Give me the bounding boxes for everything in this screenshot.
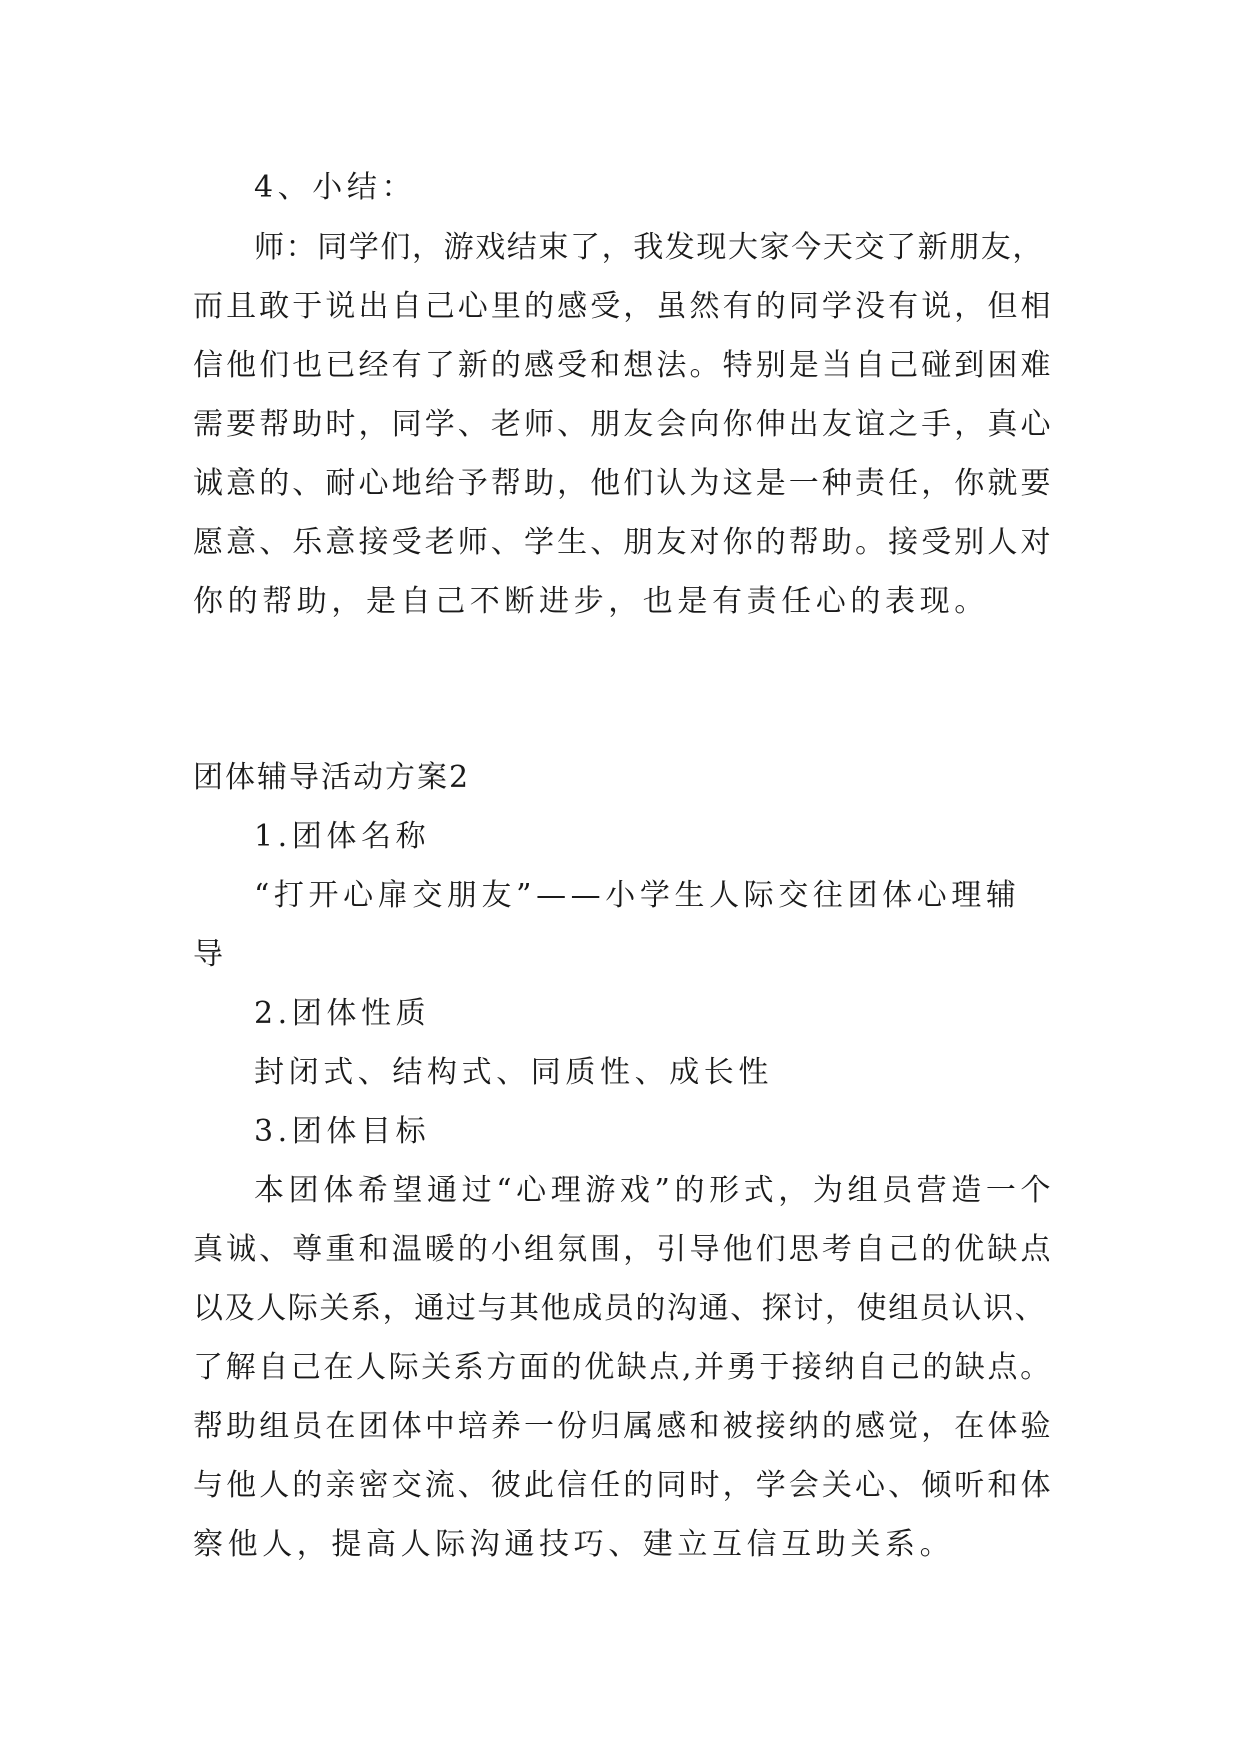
paragraph-line: 而且敢于说出自己心里的感受，虽然有的同学没有说，但相 xyxy=(193,289,1054,324)
paragraph-line: 师：同学们，游戏结束了，我发现大家今天交了新朋友， xyxy=(254,230,1044,265)
item-heading-nature: 2.团体性质 xyxy=(254,996,431,1031)
paragraph-line: 与他人的亲密交流、彼此信任的同时，学会关心、倾听和体 xyxy=(193,1468,1054,1503)
paragraph-line: 需要帮助时，同学、老师、朋友会向你伸出友谊之手，真心 xyxy=(193,407,1054,442)
paragraph-line: 了解自己在人际关系方面的优缺点,并勇于接纳自己的缺点。 xyxy=(193,1350,1053,1385)
paragraph-line: 帮助组员在团体中培养一份归属感和被接纳的感觉，在体验 xyxy=(193,1409,1054,1444)
paragraph-line: “打开心扉交朋友”——小学生人际交往团体心理辅 xyxy=(254,878,1021,913)
item-heading-goal: 3.团体目标 xyxy=(254,1114,431,1149)
paragraph-line: 导 xyxy=(193,937,228,972)
paragraph-line: 信他们也已经有了新的感受和想法。特别是当自己碰到困难 xyxy=(193,348,1054,383)
paragraph-line: 以及人际关系，通过与其他成员的沟通、探讨，使组员认识、 xyxy=(193,1291,1047,1326)
paragraph-line: 真诚、尊重和温暖的小组氛围，引导他们思考自己的优缺点 xyxy=(193,1232,1054,1267)
paragraph-line: 封闭式、结构式、同质性、成长性 xyxy=(254,1055,773,1090)
section-heading-summary: 4、小结： xyxy=(254,170,417,205)
document-title: 团体辅导活动方案2 xyxy=(193,760,471,795)
paragraph-line: 诚意的、耐心地给予帮助，他们认为这是一种责任，你就要 xyxy=(193,466,1054,501)
paragraph-line: 本团体希望通过“心理游戏”的形式，为组员营造一个 xyxy=(254,1173,1056,1208)
item-heading-name: 1.团体名称 xyxy=(254,819,431,854)
paragraph-line: 你的帮助，是自己不断进步，也是有责任心的表现。 xyxy=(193,584,989,619)
paragraph-line: 愿意、乐意接受老师、学生、朋友对你的帮助。接受别人对 xyxy=(193,525,1054,560)
paragraph-line: 察他人，提高人际沟通技巧、建立互信互助关系。 xyxy=(193,1527,955,1562)
